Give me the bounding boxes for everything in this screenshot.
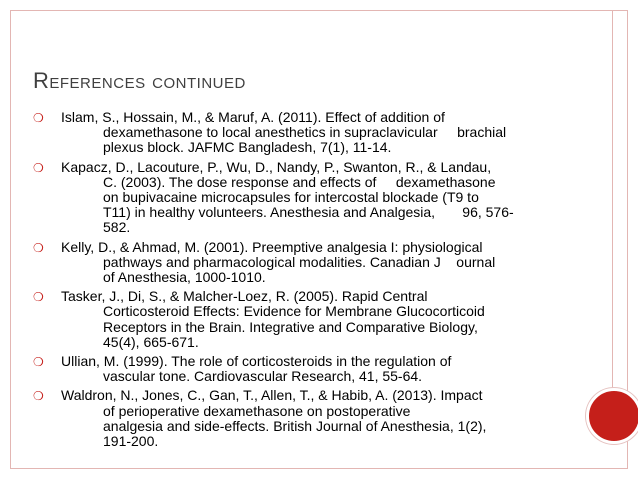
reference-item [33,110,563,156]
reference-item [33,240,563,286]
reference-line: dexamethasone to local anesthetics in supraclavicular brachial [103,124,507,141]
slide-title: References continued [33,68,246,93]
reference-line: Tasker, J., Di, S., & Malcher-Loez, R. (2005). Rapid Central [61,288,428,305]
reference-line: of perioperative dexamethasone on postoperative [103,402,411,419]
reference-line: 45(4), 665-671. [103,333,199,350]
reference-line: Islam, S., Hossain, M., & Maruf, A. (2011). Effect of addition of [61,109,445,125]
reference-list [33,110,563,453]
reference-line: Kapacz, D., Lacouture, P., Wu, D., Nandy, P., Swanton, R., & Landau, [61,158,492,175]
bullet-icon: ❍ [33,240,44,255]
reference-line: 582. [103,219,131,236]
reference-line: pathways and pharmacological modalities. Canadian J ournal [103,253,496,270]
reference-line: Corticosteroid Effects: Evidence for Membrane Glucocorticoid [103,303,485,320]
reference-line: plexus block. JAFMC Bangladesh, 7(1), 11-14. [103,139,392,156]
reference-line: analgesia and side-effects. British Journal of Anesthesia, 1(2), [103,417,487,434]
reference-item [33,160,563,236]
decorative-vertical-line [612,10,613,390]
reference-line: Receptors in the Brain. Integrative and Comparative Biology, [103,318,478,335]
reference-item [33,388,563,449]
bullet-icon: ❍ [33,111,44,125]
reference-line: Kelly, D., & Ahmad, M. (2001). Preemptive analgesia I: physiological [61,238,483,255]
bullet-icon: ❍ [33,389,44,404]
bullet-icon: ❍ [33,355,44,370]
reference-item [33,354,563,384]
bullet-icon: ❍ [33,290,44,305]
decorative-red-circle [586,388,638,444]
reference-line: Waldron, N., Jones, C., Gan, T., Allen, T., & Habib, A. (2013). Impact [61,387,483,404]
bullet-icon: ❍ [33,160,44,175]
reference-line: of Anesthesia, 1000-1010. [103,269,266,286]
reference-item [33,289,563,350]
reference-line: C. (2003). The dose response and effects of dexamethasone [103,173,496,190]
reference-line: Ullian, M. (1999). The role of corticosteroids in the regulation of [61,353,452,370]
reference-line: 191-200. [103,433,159,450]
reference-line: T11) in healthy volunteers. Anesthesia and Analgesia, 96, 576- [103,204,514,221]
reference-line: on bupivacaine microcapsules for intercostal blockade (T9 to [103,189,479,206]
reference-line: vascular tone. Cardiovascular Research, 41, 55-64. [103,368,423,385]
